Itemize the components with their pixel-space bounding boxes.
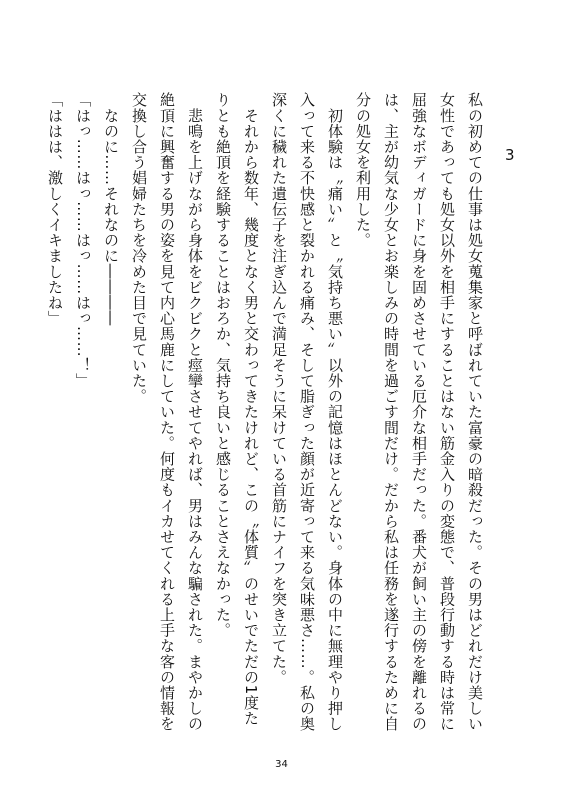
dialogue-line: 「はっ……はっ……はっ……はっ……！」 [74,92,92,389]
paragraph: 初体験は〝痛い〟と〝気持ち悪い〟以外の記憶はほとんどない。身体の中に無理やり押し入って来る不快感と裂かれる痛み、そして脂ぎった顔が近寄って来る気味悪さ……。私の奥深くに穢れた遺伝子を注ぎ込んで満足そうに呆けている首筋にナイフを突き立てた。 [270,92,344,732]
chapter-number: 3 [505,146,515,164]
paragraph: それから数年、幾度となく男と交わってきたけれど、この〝体質〟のせいでただの1度たりとも絶頂を経験することはおろか、気持ち良いと感じることさえなかった。 [214,92,260,727]
paragraph: 悲鳴を上げながら身体をビクビクと痙攣させてやれば、男はみんな騙された。まやかしの絶頂に興奮する男の姿を見て内心馬鹿にしていた。何度もイカせてくれる上手な客の情報を交換し合う娼婦たちを冷めた目で見ていた。 [130,92,204,732]
dialogue-line: 「ははは、激しくイキましたね」 [46,92,64,326]
page-number: 34 [275,759,288,770]
body-text [46,92,489,732]
paragraph: なのに……それなのに―――― [102,92,120,326]
paragraph: 私の初めての仕事は処女蒐集家と呼ばれていた富豪の暗殺だった。その男はどれだけ美しい女性であっても処女以外を相手にすることはない筋金入りの変態で、普段行動する時は常に屈強なボディガードに身を固めさせている厄介な相手だった。番犬が飼い主の傍を離れるのは、主が幼気な少女とお楽しみの時間を過ごす間だけ。だから私は任務を遂行するために自分の処女を利用した。 [354,92,484,732]
